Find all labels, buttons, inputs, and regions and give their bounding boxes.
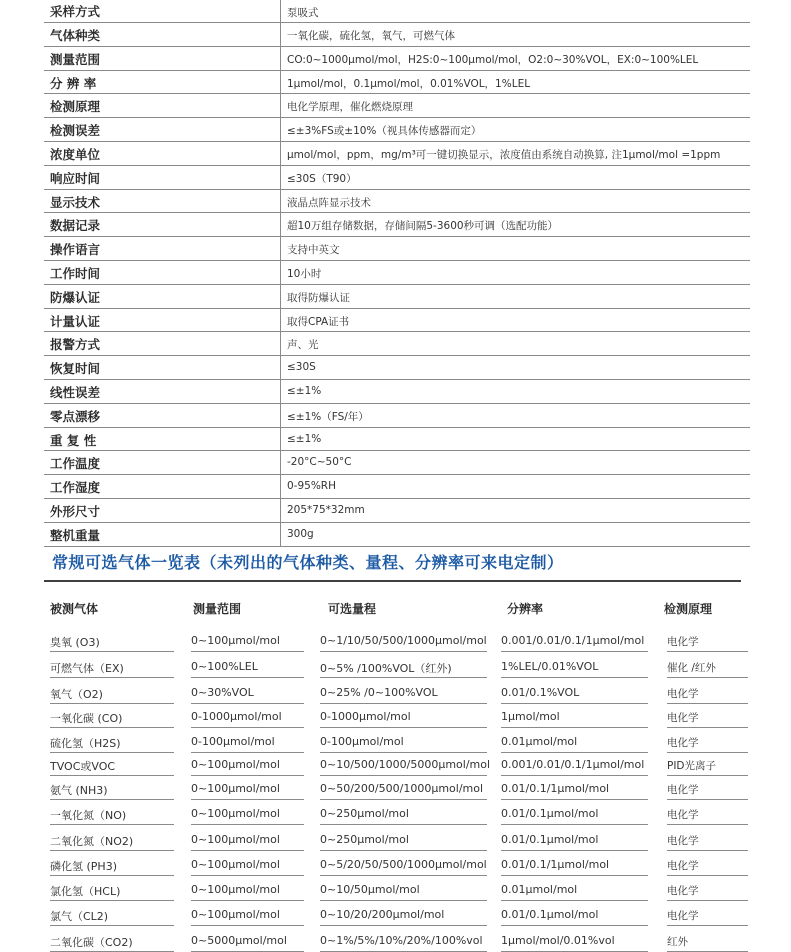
gas-principle-cell: 电化学 (667, 776, 748, 800)
spec-label: 浓度单位 (50, 146, 101, 162)
gas-range-cell: 0~100μmol/mol (191, 801, 304, 825)
gas-options-cell: 0~250μmol/mol (320, 827, 487, 851)
gas-range-cell: 0~5000μmol/mol (191, 928, 304, 952)
spec-value: 泵吸式 (280, 0, 750, 22)
spec-row (44, 166, 750, 190)
spec-label: 恢复时间 (50, 361, 101, 377)
gas-header-resolution: 分辨率 (507, 602, 544, 616)
table-row (0, 729, 791, 753)
spec-value: 液晶点阵显示技术 (280, 190, 750, 213)
gas-resolution-cell: 0.01/0.1μmol/mol (501, 827, 648, 851)
gas-name-cell: 氯化氢（HCL) (50, 877, 174, 901)
spec-label: 操作语言 (50, 242, 101, 258)
spec-row (44, 213, 750, 237)
gas-header-principle: 检测原理 (664, 602, 713, 616)
gas-resolution-cell: 0.01/0.1/1μmol/mol (501, 852, 648, 876)
spec-row (44, 332, 750, 356)
spec-value: 声、光 (280, 332, 750, 355)
spec-value: 205*75*32mm (280, 499, 750, 522)
spec-value: 支持中英文 (280, 237, 750, 260)
spec-value: ≤30S（T90） (280, 166, 750, 189)
gas-range-cell: 0~100μmol/mol (191, 776, 304, 800)
spec-row (44, 94, 750, 118)
gas-range-cell: 0~30%VOL (191, 680, 304, 704)
spec-value: 10小时 (280, 261, 750, 284)
gas-options-cell: 0~25% /0~100%VOL (320, 680, 487, 704)
spec-label: 零点漂移 (50, 408, 101, 424)
gas-resolution-cell: 1μmol/mol (501, 704, 648, 728)
gas-range-cell: 0~100μmol/mol (191, 827, 304, 851)
spec-row (44, 451, 750, 475)
spec-row (44, 285, 750, 309)
spec-label: 工作时间 (50, 265, 101, 281)
spec-value: μmol/mol，ppm，mg/m³可一键切换显示，浓度值由系统自动换算, 注1μmol/mol =1ppm (280, 142, 750, 165)
spec-row (44, 118, 750, 142)
gas-options-cell: 0~250μmol/mol (320, 801, 487, 825)
gas-options-cell: 0~5% /100%VOL（红外) (320, 654, 487, 678)
spec-value: ≤±3%FS或±10%（视具体传感器而定） (280, 118, 750, 141)
gas-principle-cell: 电化学 (667, 801, 748, 825)
spec-label: 工作温度 (50, 456, 101, 472)
table-row (0, 902, 791, 926)
gas-name-cell: 一氧化氮（NO) (50, 801, 174, 825)
section-title: 常规可选气体一览表（未列出的气体种类、量程、分辨率可来电定制） (52, 553, 564, 572)
spec-label: 整机重量 (50, 527, 101, 543)
spec-row (44, 356, 750, 380)
spec-row (44, 190, 750, 214)
gas-name-cell: 磷化氢 (PH3) (50, 852, 174, 876)
spec-row (44, 261, 750, 285)
spec-label: 检测误差 (50, 123, 101, 139)
gas-principle-cell: 电化学 (667, 852, 748, 876)
table-row (0, 628, 791, 652)
spec-label: 采样方式 (50, 4, 101, 19)
spec-value: ≤30S (280, 356, 750, 379)
spec-value: 超10万组存储数据，存储间隔5-3600秒可调（选配功能） (280, 213, 750, 236)
gas-resolution-cell: 0.01μmol/mol (501, 877, 648, 901)
gas-options-cell: 0~10/20/200μmol/mol (320, 902, 487, 926)
gas-name-cell: 可燃气体（EX) (50, 654, 174, 678)
spec-value: ≤±1% (280, 380, 750, 403)
gas-header-options: 可选量程 (328, 602, 377, 616)
gas-range-cell: 0~100%LEL (191, 654, 304, 678)
spec-label: 外形尺寸 (50, 503, 101, 519)
gas-options-cell: 0~50/200/500/1000μmol/mol (320, 776, 487, 800)
gas-name-cell: 臭氧 (O3) (50, 628, 174, 652)
gas-resolution-cell: 0.01/0.1μmol/mol (501, 801, 648, 825)
spec-label: 防爆认证 (50, 289, 101, 305)
spec-row (44, 475, 750, 499)
spec-label: 气体种类 (50, 28, 101, 43)
gas-name-cell: 氨气 (NH3) (50, 776, 174, 800)
spec-row (44, 499, 750, 523)
spec-value: 电化学原理，催化燃烧原理 (280, 94, 750, 117)
gas-name-cell: 一氧化碳 (CO) (50, 704, 174, 728)
gas-principle-cell: PID光离子 (667, 752, 748, 776)
gas-resolution-cell: 0.01/0.1/1μmol/mol (501, 776, 648, 800)
table-row (0, 752, 791, 776)
spec-table (44, 0, 750, 547)
gas-range-cell: 0~100μmol/mol (191, 877, 304, 901)
spec-value: ≤±1% (280, 428, 750, 451)
spec-row (44, 237, 750, 261)
table-row (0, 776, 791, 800)
gas-range-cell: 0~100μmol/mol (191, 902, 304, 926)
gas-range-cell: 0-1000μmol/mol (191, 704, 304, 728)
gas-name-cell: 硫化氢（H2S) (50, 729, 174, 753)
gas-resolution-cell: 0.001/0.01/0.1/1μmol/mol (501, 752, 648, 776)
gas-header-gas: 被测气体 (50, 602, 99, 616)
gas-principle-cell: 电化学 (667, 729, 748, 753)
spec-row (44, 142, 750, 166)
spec-value: -20°C~50°C (280, 451, 750, 474)
spec-label: 响应时间 (50, 170, 101, 186)
spec-value: 300g (280, 523, 750, 546)
spec-row (44, 404, 750, 428)
spec-label: 线性误差 (50, 384, 101, 400)
gas-options-cell: 0~10/50μmol/mol (320, 877, 487, 901)
gas-options-cell: 0~10/500/1000/5000μmol/mol (320, 752, 487, 776)
spec-label: 工作湿度 (50, 480, 101, 496)
table-row (0, 852, 791, 876)
gas-range-cell: 0~100μmol/mol (191, 752, 304, 776)
gas-resolution-cell: 1μmol/mol/0.01%vol (501, 928, 648, 952)
spec-value: ≤±1%（FS/年） (280, 404, 750, 427)
gas-name-cell: 二氧化碳（CO2) (50, 928, 174, 952)
spec-label: 计量认证 (50, 313, 101, 329)
gas-range-cell: 0-100μmol/mol (191, 729, 304, 753)
gas-options-cell: 0~1/10/50/500/1000μmol/mol (320, 628, 487, 652)
spec-row (44, 309, 750, 333)
table-row (0, 928, 791, 952)
gas-principle-cell: 电化学 (667, 827, 748, 851)
table-row (0, 877, 791, 901)
spec-label: 分 辨 率 (50, 75, 97, 91)
gas-principle-cell: 电化学 (667, 680, 748, 704)
gas-principle-cell: 催化 /红外 (667, 654, 748, 678)
gas-name-cell: 二氧化氮（NO2) (50, 827, 174, 851)
table-row (0, 827, 791, 851)
gas-resolution-cell: 0.01/0.1μmol/mol (501, 902, 648, 926)
gas-name-cell: TVOC或VOC (50, 752, 174, 776)
gas-resolution-cell: 0.01/0.1%VOL (501, 680, 648, 704)
spec-row (44, 523, 750, 547)
gas-options-cell: 0~5/20/50/500/1000μmol/mol (320, 852, 487, 876)
table-row (0, 654, 791, 678)
spec-label: 测量范围 (50, 51, 101, 67)
gas-principle-cell: 电化学 (667, 628, 748, 652)
spec-row (44, 23, 750, 47)
gas-options-cell: 0~1%/5%/10%/20%/100%vol (320, 928, 487, 952)
spec-value: 取得防爆认证 (280, 285, 750, 308)
gas-principle-cell: 电化学 (667, 902, 748, 926)
spec-row (44, 428, 750, 452)
spec-label: 显示技术 (50, 194, 101, 210)
gas-principle-cell: 电化学 (667, 704, 748, 728)
table-row (0, 704, 791, 728)
spec-value: 0-95%RH (280, 475, 750, 498)
gas-resolution-cell: 1%LEL/0.01%VOL (501, 654, 648, 678)
gas-header-range: 测量范围 (193, 602, 242, 616)
spec-row (44, 380, 750, 404)
gas-options-cell: 0-100μmol/mol (320, 729, 487, 753)
spec-label: 数据记录 (50, 218, 101, 234)
gas-resolution-cell: 0.01μmol/mol (501, 729, 648, 753)
section-divider (44, 580, 741, 582)
spec-value: 取得CPA证书 (280, 309, 750, 332)
spec-row (44, 71, 750, 95)
gas-options-cell: 0-1000μmol/mol (320, 704, 487, 728)
gas-range-cell: 0~100μmol/mol (191, 628, 304, 652)
gas-principle-cell: 红外 (667, 928, 748, 952)
table-row (0, 680, 791, 704)
gas-name-cell: 氧气（O2) (50, 680, 174, 704)
spec-value: 一氧化碳，硫化氢，氧气，可燃气体 (280, 23, 750, 46)
spec-value: CO:0~1000μmol/mol，H2S:0~100μmol/mol，O2:0~30%VOL，EX:0~100%LEL (280, 47, 750, 70)
gas-resolution-cell: 0.001/0.01/0.1/1μmol/mol (501, 628, 648, 652)
gas-range-cell: 0~100μmol/mol (191, 852, 304, 876)
gas-principle-cell: 电化学 (667, 877, 748, 901)
spec-label: 检测原理 (50, 99, 101, 115)
spec-row (44, 0, 750, 23)
spec-row (44, 47, 750, 71)
spec-value: 1μmol/mol，0.1μmol/mol，0.01%VOL，1%LEL (280, 71, 750, 94)
table-row (0, 801, 791, 825)
spec-label: 重 复 性 (50, 432, 97, 448)
gas-name-cell: 氯气（CL2) (50, 902, 174, 926)
spec-label: 报警方式 (50, 337, 101, 353)
